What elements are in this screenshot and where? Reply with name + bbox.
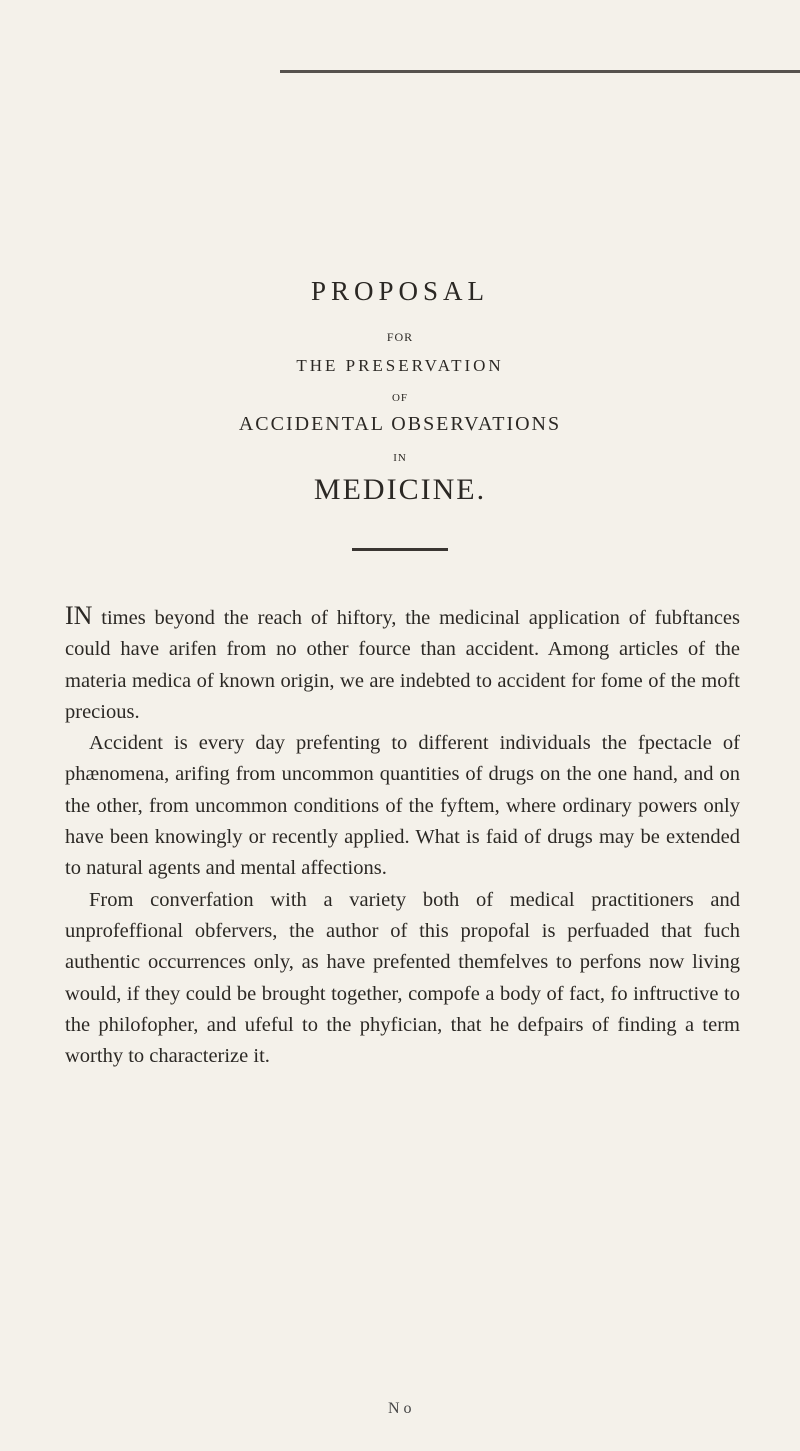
title-proposal: PROPOSAL xyxy=(310,276,490,306)
title-for: FOR xyxy=(386,330,414,344)
catchword: N o xyxy=(388,1400,412,1417)
title-accidental: ACCIDENTAL OBSERVATIONS xyxy=(238,413,562,435)
initial-word: IN xyxy=(65,601,93,630)
title-medicine: MEDICINE. xyxy=(313,473,487,506)
title-of: OF xyxy=(391,392,409,404)
title-preservation: THE PRESERVATION xyxy=(296,356,504,375)
paragraph-2: Accident is every day prefenting to different individuals the fpectacle of phænomena, arifing from uncommon quantities of drugs on the one hand, and on the other, from uncommon conditions of the fyftem, where ordinary powers only have been knowingly or recently applied. What is faid of drugs may be extended to natural agents and mental affections. xyxy=(65,732,740,880)
header-rule xyxy=(280,70,800,73)
section-rule xyxy=(352,548,448,551)
paragraph-3: From converfation with a variety both of medical practitioners and unprofeffional obfervers, the author of this propofal is perfuaded that fuch authentic occurrences only, as have prefented themfelves to perfons now living would, if they could be brought together, compofe a body of fact, fo inftructive to the philofopher, and ufeful to the phyfician, that he defpairs of finding a term worthy to characterize it. xyxy=(65,888,740,1068)
paragraph-1 xyxy=(65,600,740,728)
paragraph-1-text: times beyond the reach of hiftory, the medicinal application of fubftances could have arifen from no other fource than accident. Among articles of the materia medica of known origin, we are indebted to accident for fome of the moft precious. xyxy=(65,607,740,723)
title-in: IN xyxy=(393,452,407,464)
body-text xyxy=(65,600,740,1072)
